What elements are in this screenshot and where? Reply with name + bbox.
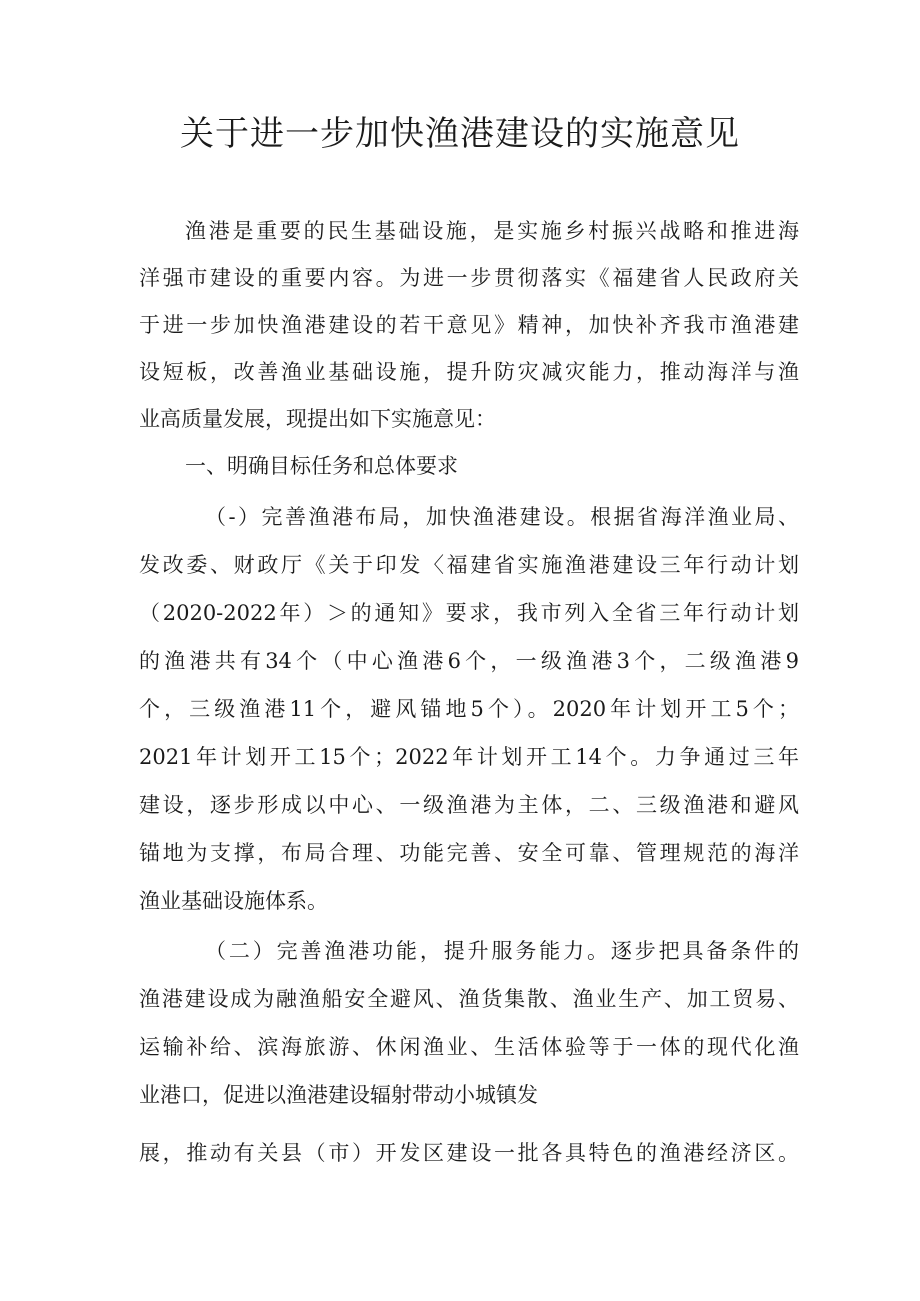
paragraph-line: 锚地为支撑，布局合理、功能完善、安全可靠、管理规范的海洋 [139,841,799,865]
paragraph-line: （二）完善渔港功能，提升服务能力。逐步把具备条件的 [205,939,799,963]
paragraph-line: 渔港建设成为融渔船安全避风、渔货集散、渔业生产、加工贸易、 [139,987,799,1011]
paragraph-line: 建设，逐步形成以中心、一级渔港为主体，二、三级渔港和避风 [139,793,799,817]
paragraph-line: 业港口，促进以渔港建设辐射带动小城镇发 [139,1083,538,1107]
paragraph-line: 渔业基础设施体系。 [139,889,328,913]
paragraph-line: 个，三级渔港11个，避风锚地5个）。2020年计划开工5个； [139,697,799,721]
paragraph-line: 洋强市建设的重要内容。为进一步贯彻落实《福建省人民政府关 [139,266,799,290]
paragraph-line: 渔港是重要的民生基础设施，是实施乡村振兴战略和推进海 [185,219,799,243]
paragraph-line: 2021年计划开工15个；2022年计划开工14个。力争通过三年 [139,745,799,769]
paragraph-line: 运输补给、滨海旅游、休闲渔业、生活体验等于一体的现代化渔 [139,1035,799,1059]
paragraph-line: （2020-2022年）＞的通知》要求，我市列入全省三年行动计划 [139,601,799,625]
section-heading: 一、明确目标任务和总体要求 [185,454,458,478]
paragraph-line: 发改委、财政厅《关于印发〈福建省实施渔港建设三年行动计划 [139,553,799,577]
paragraph-line: 于进一步加快渔港建设的若干意见》精神，加快补齐我市渔港建 [139,313,799,337]
paragraph-line: 设短板，改善渔业基础设施，提升防灾减灾能力，推动海洋与渔 [139,360,799,384]
paragraph-line: 展，推动有关县（市）开发区建设一批各具特色的渔港经济区。 [139,1141,799,1165]
document-title: 关于进一步加快渔港建设的实施意见 [180,114,740,154]
paragraph-line: 的渔港共有34个（中心渔港6个，一级渔港3个，二级渔港9 [139,649,799,673]
paragraph-line: （-）完善渔港布局，加快渔港建设。根据省海洋渔业局、 [205,505,799,529]
paragraph-line: 业高质量发展，现提出如下实施意见： [139,407,496,431]
